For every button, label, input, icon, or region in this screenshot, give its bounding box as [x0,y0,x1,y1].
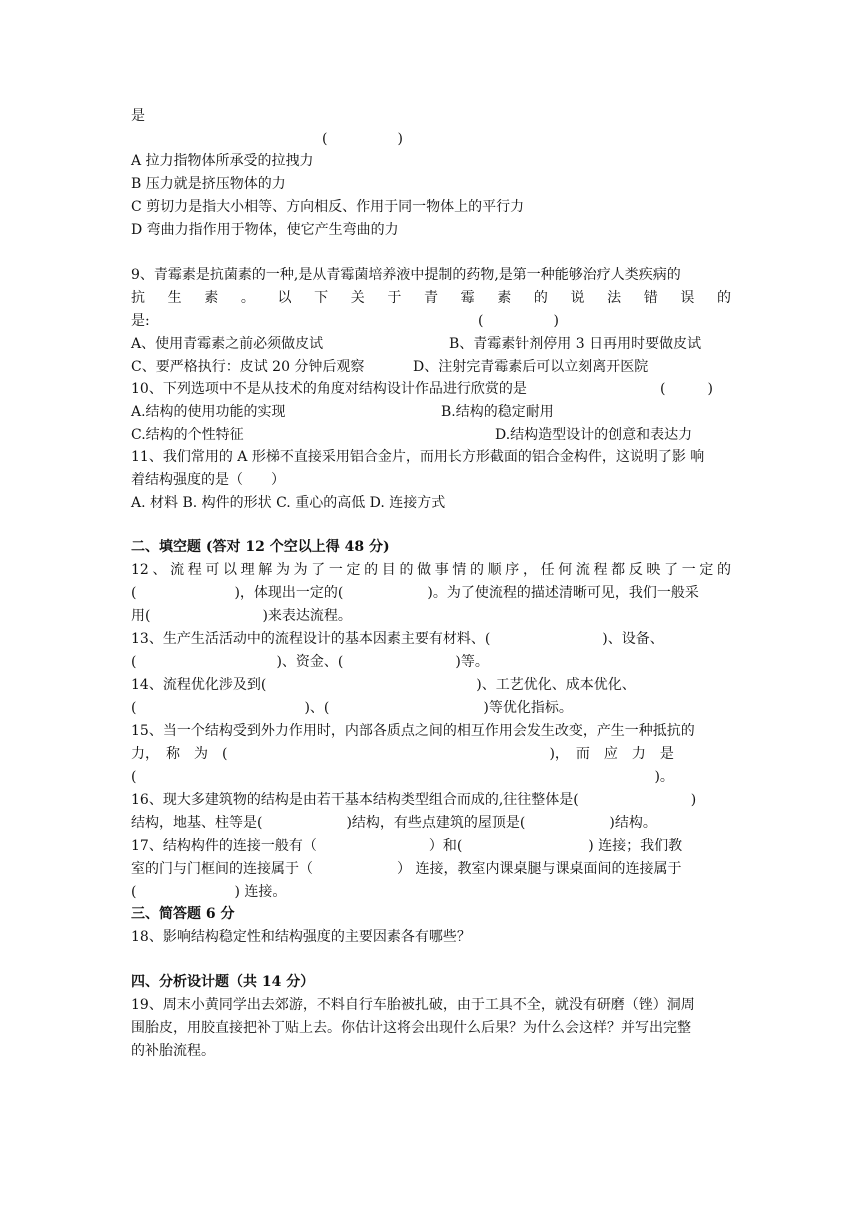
q10-option-d: D.结构造型设计的创意和表达力 [495,427,693,443]
q9-option-c: C、要严格执行：皮试 20 分钟后观察 [131,359,365,375]
q8-answer-blank: ( ) [322,131,403,147]
q14-line2: ( )、( )等优化指标。 [131,700,573,716]
q17-line3: ( ) 连接。 [131,884,287,900]
q13-line1: 13、生产生活活动中的流程设计的基本因素主要有材料、( )、设备、 [131,631,664,647]
q10-option-a: A.结构的使用功能的实现 [131,404,286,420]
q17-line1: 17、结构构件的连接一般有（ ）和( ) 连接；我们教 [131,838,683,854]
q19-line3: 的补胎流程。 [131,1043,215,1059]
q15-line3: ( )。 [131,769,674,785]
q10-stem: 10、下列选项中不是从技术的角度对结构设计作品进行欣赏的是 [131,381,527,397]
q9-stem-line3: 是: [131,313,150,329]
q13-line2: ( )、资金、( )等。 [131,654,489,670]
q9-stem-line1: 9、青霉素是抗菌素的一种,是从青霉菌培养液中提制的药物,是第一种能够治疗人类疾病的 [131,267,681,283]
q9-option-b: B、青霉素针剂停用 3 日再用时要做皮试 [449,336,702,352]
q15-line2: 力， 称 为 ( )， 而 应 力 是 [131,746,674,762]
q9-option-d: D、注射完青霉素后可以立刻离开医院 [413,359,649,375]
section4-title: 四、分析设计题（共 14 分） [131,974,315,990]
q8-stem-tail: 是 [131,108,145,124]
q12-line2: ( )，体现出一定的( )。为了使流程的描述清晰可见，我们一般采 [131,585,699,601]
q8-option-c: C 剪切力是指大小相等、方向相反、作用于同一物体上的平行力 [131,199,525,215]
q12-line1: 12、流程可以理解为为了一定的目的做事情的顺序，任何流程都反映了一定的 [131,562,731,578]
q11-stem-line2: 着结构强度的是（ ） [131,472,285,488]
q8-option-d: D 弯曲力指作用于物体，使它产生弯曲的力 [131,222,399,238]
q14-line1: 14、流程优化涉及到( )、工艺优化、成本优化、 [131,677,636,693]
q15-line1: 15、当一个结构受到外力作用时，内部各质点之间的相互作用会发生改变，产生一种抵抗的 [131,723,695,739]
q9-stem-line2: 抗 生 素 。 以 下 关 于 青 霉 素 的 说 法 错 误 的 [131,290,731,306]
section3-title: 三、简答题 6 分 [131,906,235,922]
q8-option-b: B 压力就是挤压物体的力 [131,176,286,192]
q9-option-a: A、使用青霉素之前必须做皮试 [131,336,324,352]
q16-line2: 结构，地基、柱等是( )结构，有些点建筑的屋顶是( )结构。 [131,815,657,831]
q19-line1: 19、周末小黄同学出去郊游，不料自行车胎被扎破，由于工具不全，就没有研磨（锉）洞周 [131,997,695,1013]
q12-line3: 用( )来表达流程。 [131,608,352,624]
q9-answer-blank: ( ) [478,313,559,329]
q18-stem: 18、影响结构稳定性和结构强度的主要因素各有哪些？ [131,929,471,945]
section2-title: 二、填空题 (答对 12 个空以上得 48 分) [131,539,390,555]
q10-answer-blank: ( ) [660,381,713,397]
q16-line1: 16、现大多建筑物的结构是由若干基本结构类型组合而成的,往往整体是( ) [131,792,697,808]
q17-line2: 室的门与门框间的连接属于（ ） 连接，教室内课桌腿与课桌面间的连接属于 [131,861,682,877]
q10-option-c: C.结构的个性特征 [131,427,244,443]
q10-option-b: B.结构的稳定耐用 [441,404,554,420]
q8-option-a: A 拉力指物体所承受的拉拽力 [131,153,314,169]
q19-line2: 围胎皮，用胶直接把补丁贴上去。你估计这将会出现什么后果？为什么会这样？并写出完整 [131,1020,691,1036]
q11-options: A. 材料 B. 构件的形状 C. 重心的高低 D. 连接方式 [131,495,446,511]
q11-stem-line1: 11、我们常用的 A 形梯不直接采用铝合金片，而用长方形截面的铝合金构件，这说明了影 响 [131,449,705,465]
